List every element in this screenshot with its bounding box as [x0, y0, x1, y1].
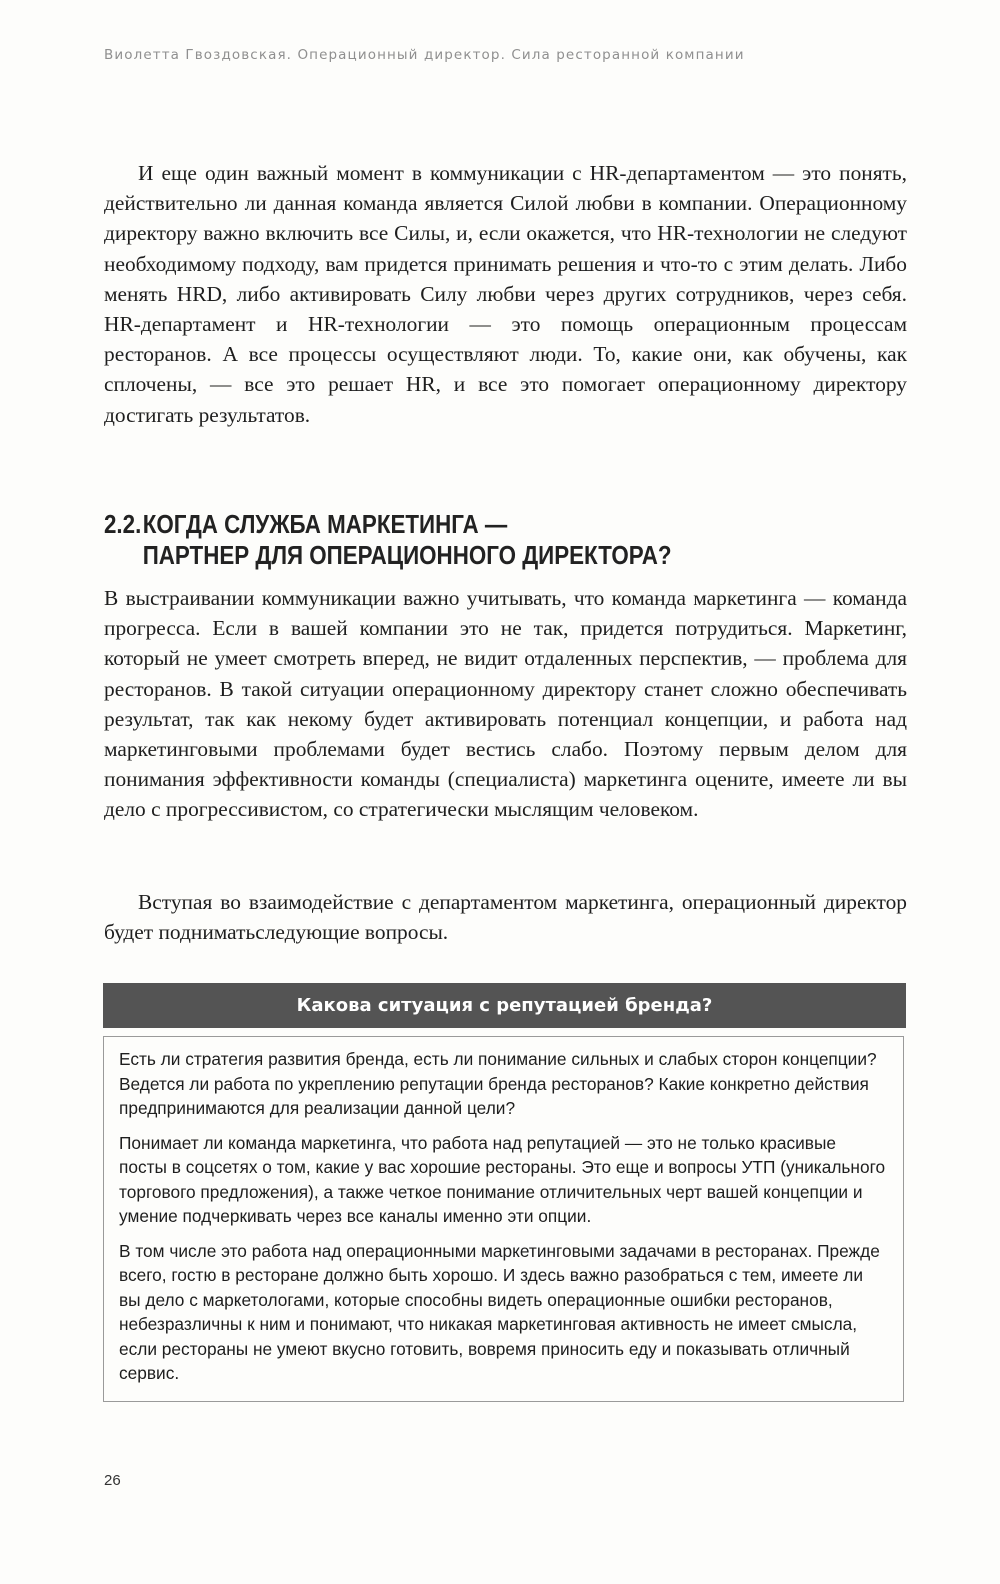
box-title: Какова ситуация с репутацией бренда? — [103, 983, 906, 1028]
paragraph-hr-department: И еще один важный момент в коммуникации с HR-департаментом — это понять, действительно ли данная команда является Силой любви в компании. Операционному директору важно включить все Силы, и, если окажется, что HR-технологии не следуют необходимому подходу, вам придется принимать решения и что-то с этим делать. Либо менять HRD, либо активировать Силу любви через других сотрудников, через себя. HR-департамент и HR-технологии — это помощь операционным процессам ресторанов. А все процессы осуществляют люди. То, какие они, как обучены, как сплочены, — все это решает HR, и все это помогает операционному директору достигать результатов. — [104, 161, 907, 427]
running-header: Виолетта Гвоздовская. Операционный директор. Сила ресторанной компании — [104, 47, 745, 63]
section-title-line1: КОГДА СЛУЖБА МАРКЕТИНГА — — [142, 509, 508, 539]
section-heading — [104, 509, 792, 571]
box-item: Есть ли стратегия развития бренда, есть ли понимание сильных и слабых сторон концепции? Ведется ли работа по укреплению репутации бренда ресторанов? Какие конкретно действия предпринимаются для реализации данной цели? — [119, 1049, 877, 1118]
section-number: 2.2. — [104, 509, 142, 539]
paragraph-questions-intro: Вступая во взаимодействие с департаментом маркетинга, операционный директор будет подниматьследующие вопросы. — [104, 890, 907, 945]
question-box — [103, 1036, 904, 1402]
page-number: 26 — [104, 1472, 121, 1489]
box-item: В том числе это работа над операционными маркетинговыми задачами в ресторанах. Прежде всего, гостю в ресторане должно быть хорошо. И здесь важно разобраться с тем, имеете ли вы дело с маркетологами, которые способны видеть операционные ошибки ресторанов, небезразличны к ним и понимают, что никакая маркетинговая активность не имеет смысла, если рестораны не умеют вкусно готовить, вовремя приносить еду и показывать отличный сервис. — [119, 1240, 880, 1383]
box-item: Понимает ли команда маркетинга, что работа над репутацией — это не только красивые посты в соцсетях о том, какие у вас хорошие рестораны. Это еще и вопросы УТП (уникального торгового предложения), а также четкое понимание отличительных черт вашей концепции и умение подчеркивать через все каналы именно эти опции. — [119, 1132, 886, 1226]
section-title-line2: ПАРТНЕР ДЛЯ ОПЕРАЦИОННОГО ДИРЕКТОРА? — [142, 540, 672, 570]
paragraph-marketing-team: В выстраивании коммуникации важно учитывать, что команда маркетинга — команда прогресса. Если в вашей компании это не так, придется потрудиться. Маркетинг, который не умеет смотреть вперед, не видит отдаленных перспектив, — проблема для ресторанов. В такой ситуации операционному директору станет сложно обеспечивать результат, так как некому будет активировать потенциал концепции, и работа над маркетинговыми проблемами будет вестись слабо. Поэтому первым делом для понимания эффективности команды (специалиста) маркетинга оцените, имеете ли вы дело с прогрессивистом, со стратегически мыслящим человеком. — [104, 586, 907, 822]
